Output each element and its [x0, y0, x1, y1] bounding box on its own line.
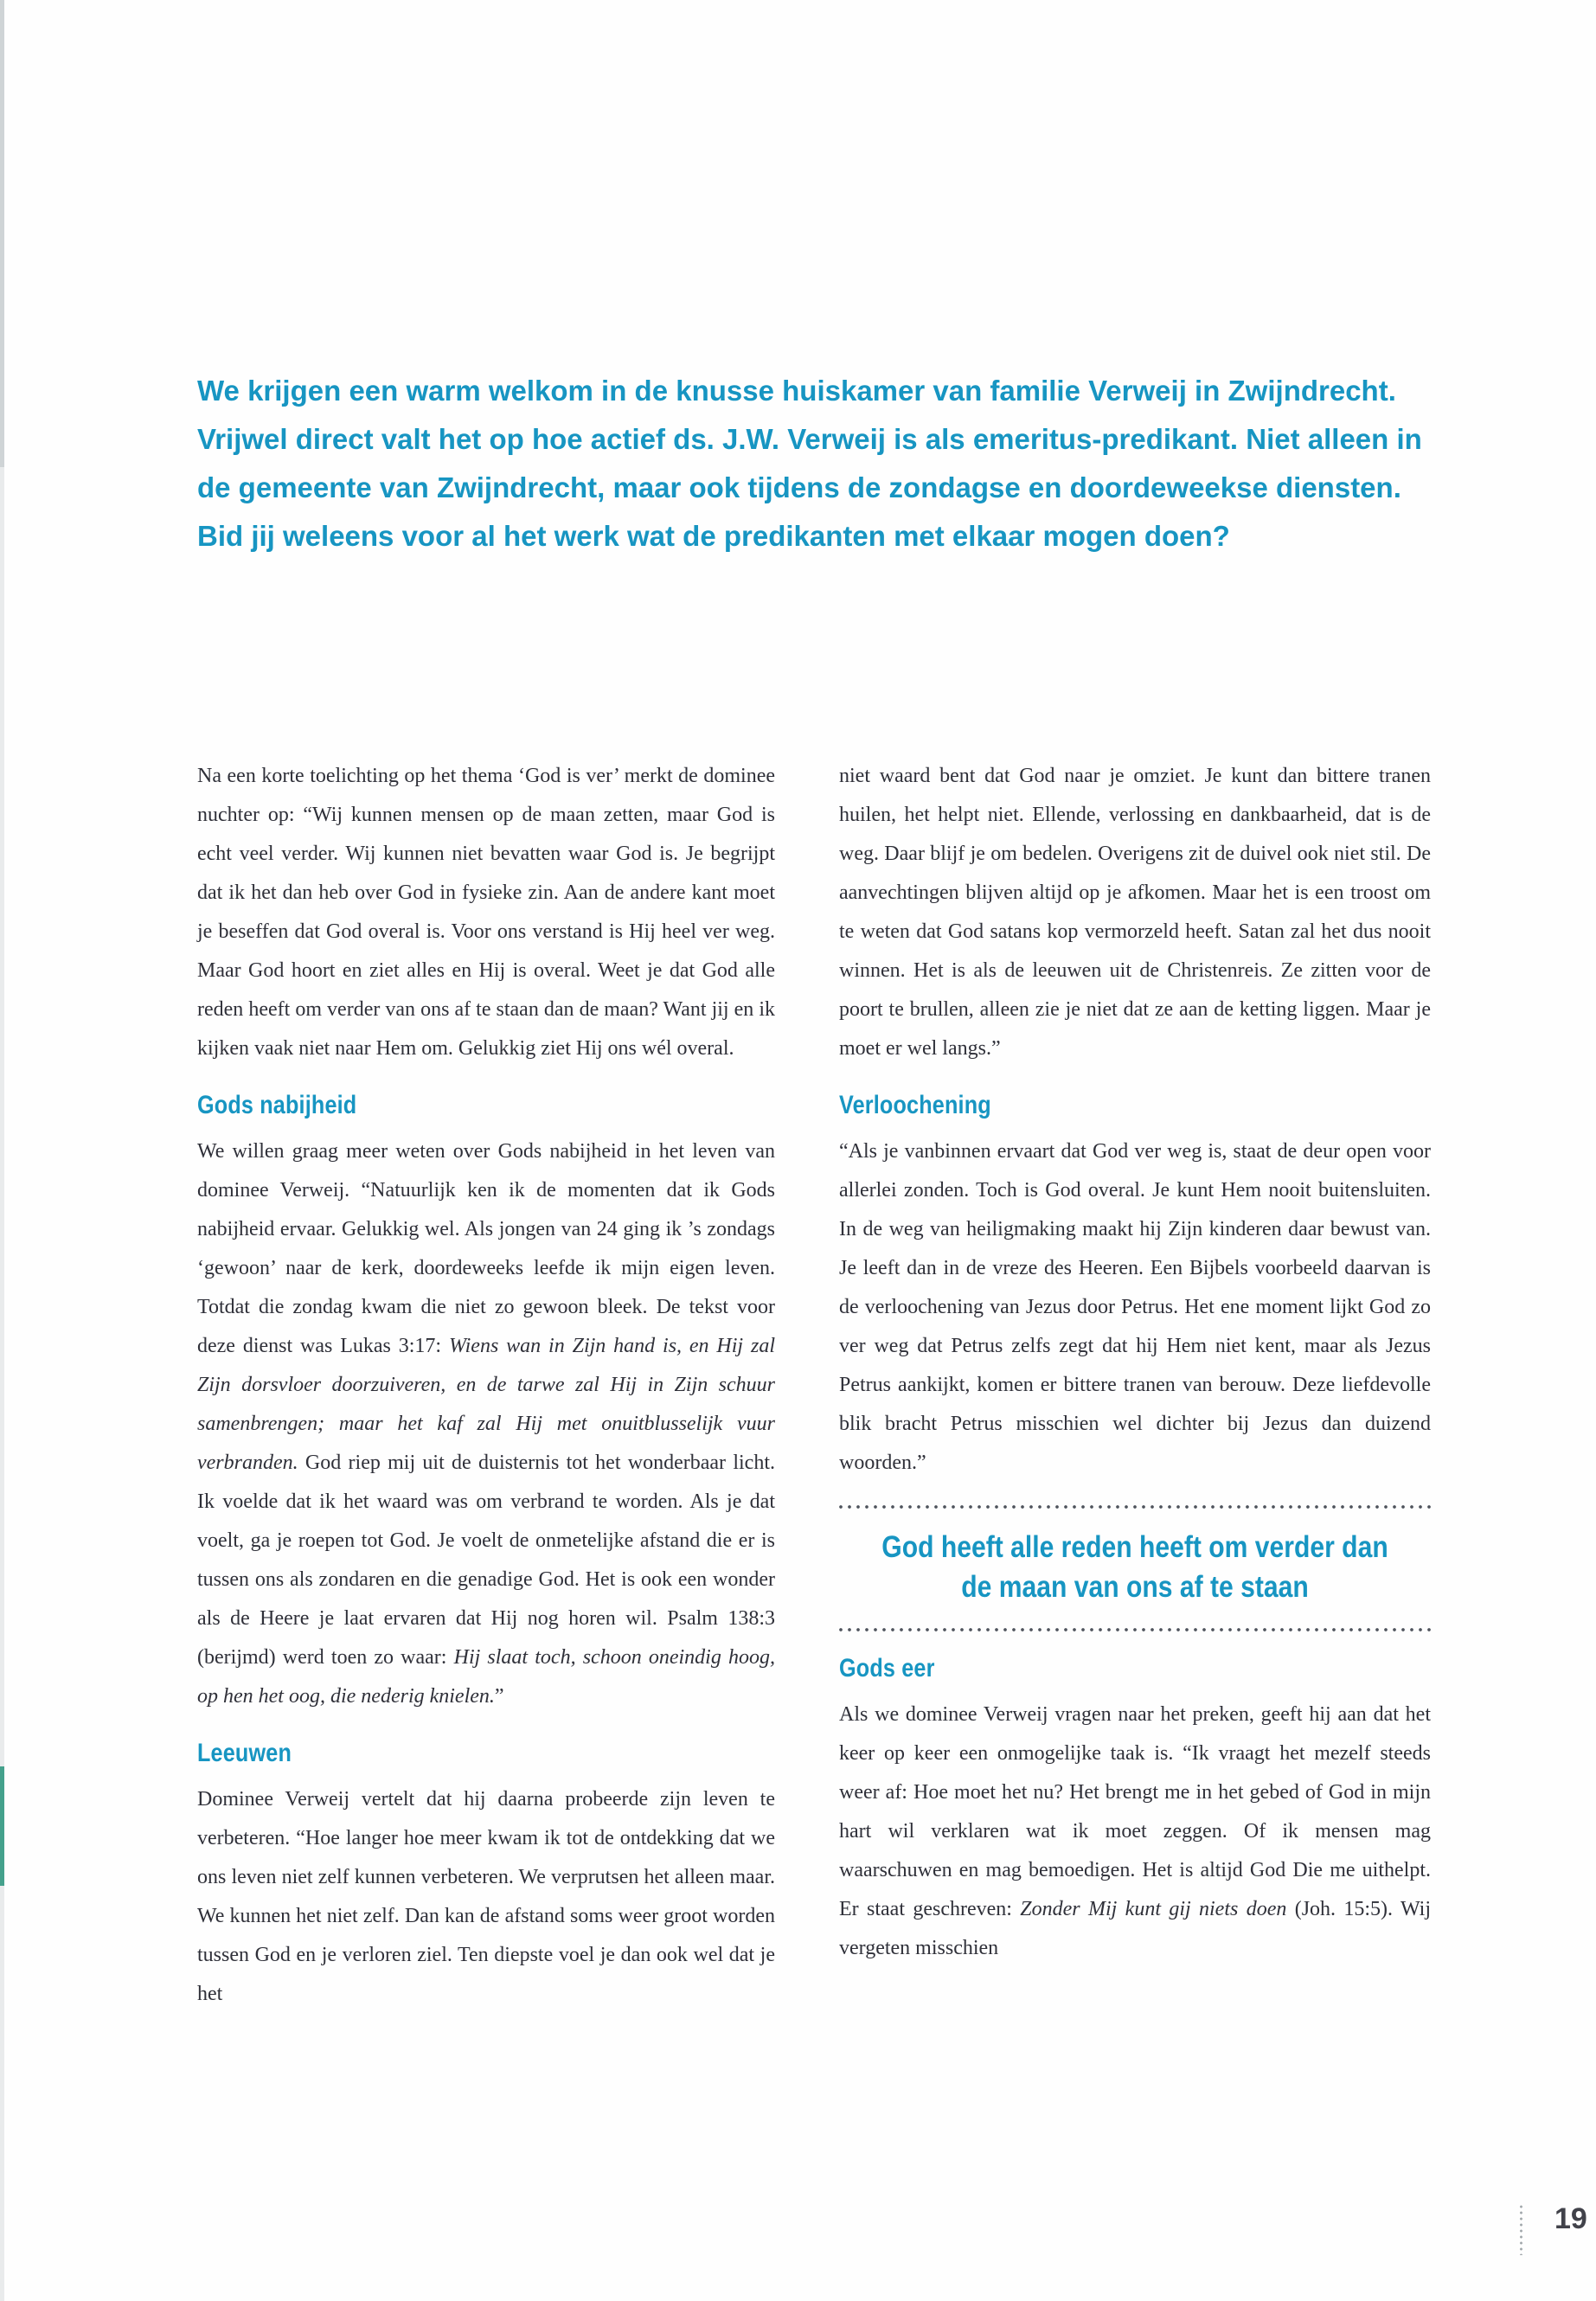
section-heading: Verloochening	[839, 1091, 991, 1119]
section-heading: Gods eer	[839, 1654, 935, 1682]
body-paragraph: niet waard bent dat God naar je omziet. Je kunt dan bittere tranen huilen, het helpt niet. Ellende, verlossing en dankbaarheid, dat is de weg. Daar blijf je om bedelen. Overigens zit de duivel ook niet stil. De aanvechtingen blijven altijd op je afkomen. Maar het is een troost om te weten dat God satans kop vermorzeld heeft. Satan zal het dus nooit winnen. Het is als de leeuwen uit de Christenreis. Ze zitten voor de poort te brullen, alleen zie je niet dat ze aan de ketting liggen. Maar je moet er wel langs.”	[839, 765, 1431, 1060]
pull-quote-text: God heeft alle reden heeft om verder dan de maan van ons af te staan	[881, 1530, 1388, 1604]
footer-dotted-rule	[1520, 2205, 1522, 2255]
body-paragraph: Dominee Verweij vertelt dat hij daarna probeerde zijn leven te verbeteren. “Hoe langer hoe meer kwam ik tot de ontdekking dat we ons leven niet zelf kunnen verbeteren. We verprutsen het alleen maar. We kunnen het niet zelf. Dan kan de afstand soms weer groot worden tussen God en je verloren ziel. Ten diepste voel je dan ook wel dat je het	[197, 1788, 775, 2005]
dotted-rule	[839, 1505, 1431, 1509]
left-column	[197, 757, 775, 2036]
section-heading: Leeuwen	[197, 1739, 292, 1767]
dotted-rule	[839, 1628, 1431, 1631]
pull-quote	[839, 1505, 1431, 1631]
section-heading: Gods nabijheid	[197, 1091, 357, 1119]
page-edge-gray-segment	[0, 0, 4, 467]
body-paragraph: We willen graag meer weten over Gods nabijheid in het leven van dominee Verweij. “Natuurlijk ken ik de momenten dat ik Gods nabijheid ervaar. Gelukkig wel. Als jongen van 24 ging ik ’s zondags ‘gewoon’ naar de kerk, doordeweeks leefde ik mijn eigen leven. Totdat die zondag kwam die niet zo gewoon bleek. De tekst voor deze dienst was Lukas 3:17: Wiens wan in Zijn hand is, en Hij zal Zijn dorsvloer doorzuiveren, en de tarwe zal Hij in Zijn schuur samenbrengen; maar het kaf zal Hij met onuitblusselijk vuur verbranden. God riep mij uit de duisternis tot het wonderbaar licht. Ik voelde dat ik het waard was om verbrand te worden. Als je dat voelt, ga je roepen tot God. Je voelt de onmetelijke afstand die er is tussen ons als zondaren en die genadige God. Het is ook een wonder als de Heere je laat ervaren dat Hij nog horen wil. Psalm 138:3 (berijmd) werd toen zo waar: Hij slaat toch, schoon oneindig hoog, op hen het oog, die nederig knielen.”	[197, 1140, 775, 1708]
right-column	[839, 757, 1431, 1990]
intro-paragraph: We krijgen een warm welkom in de knusse huiskamer van familie Verweij in Zwijndrecht. Vrijwel direct valt het op hoe actief ds. J.W. Verweij is als emeritus-predikant. Niet alleen in de gemeente van Zwijndrecht, maar ook tijdens de zondagse en doordeweekse diensten. Bid jij weleens voor al het werk wat de predikanten met elkaar mogen doen?	[197, 375, 1422, 552]
body-paragraph: Als we dominee Verweij vragen naar het preken, geeft hij aan dat het keer op keer een onmogelijke taak is. “Ik vraagt het mezelf steeds weer af: Hoe moet het nu? Het brengt me in het gebed of God in mijn hart wil verklaren wat ik moet zeggen. Of ik mensen mag waarschuwen en mag bemoedigen. Het is altijd God Die me uithelpt. Er staat geschreven: Zonder Mij kunt gij niets doen (Joh. 15:5). Wij vergeten misschien	[839, 1703, 1431, 1959]
page-edge-teal-segment	[0, 1766, 4, 1886]
body-paragraph: Na een korte toelichting op het thema ‘God is ver’ merkt de dominee nuchter op: “Wij kunnen mensen op de maan zetten, maar God is echt veel verder. Wij kunnen niet bevatten waar God is. Je begrijpt dat ik het dan heb over God in fysieke zin. Aan de andere kant moet je beseffen dat God overal is. Voor ons verstand is Hij heel ver weg. Maar God hoort en ziet alles en Hij is overal. Weet je dat God alle reden heeft om verder van ons af te staan dan de maan? Want jij en ik kijken vaak niet naar Hem om. Gelukkig ziet Hij ons wél overal.	[197, 765, 775, 1060]
page-number: 19	[1554, 2202, 1587, 2235]
body-paragraph: “Als je vanbinnen ervaart dat God ver weg is, staat de deur open voor allerlei zonden. Toch is God overal. Je kunt Hem nooit buitensluiten. In de weg van heiligmaking maakt hij Zijn kinderen daar bewust van. Je leeft dan in de vreze des Heeren. Een Bijbels voorbeeld daarvan is de verloochening van Jezus door Petrus. Het ene moment lijkt God zo ver weg dat Petrus zelfs zegt dat hij Hem niet kent, maar als Jezus Petrus aankijkt, komen er bittere tranen van berouw. Deze liefdevolle blik bracht Petrus misschien wel dichter bij Jezus dan duizend woorden.”	[839, 1140, 1431, 1474]
